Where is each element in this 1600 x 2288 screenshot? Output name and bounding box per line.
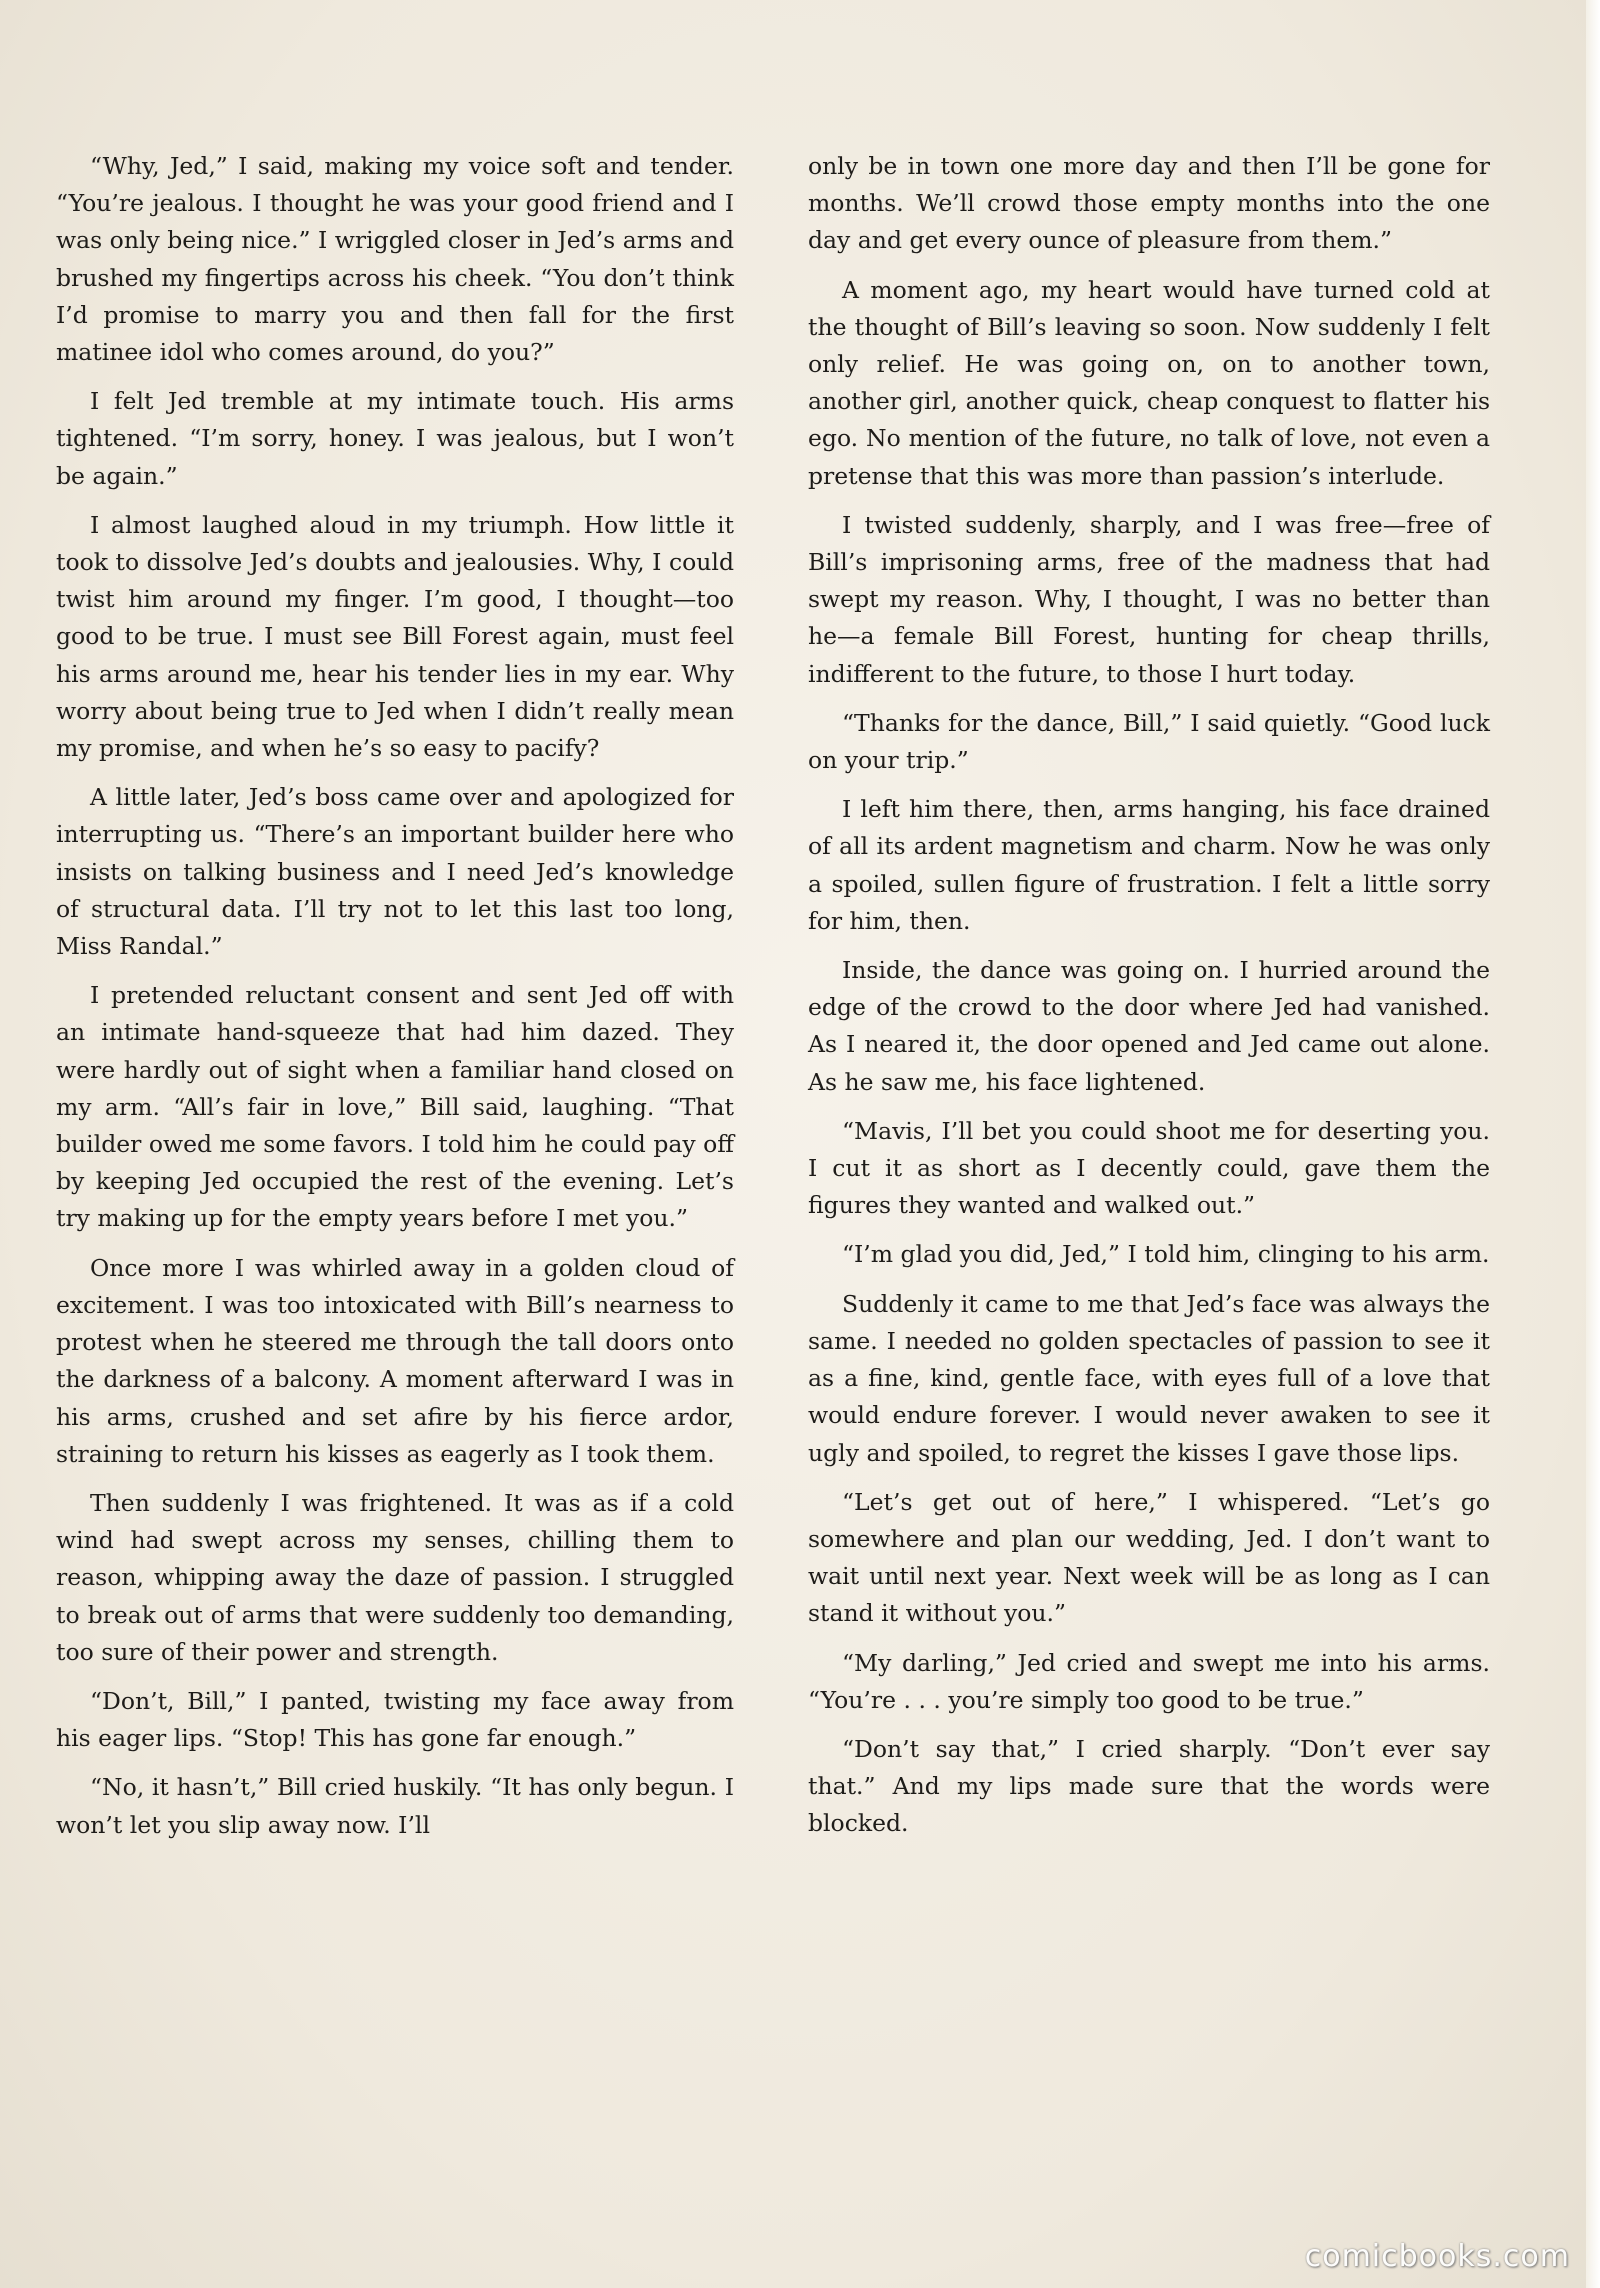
paragraph: “My darling,” Jed cried and swept me into his arms. “You’re . . . you’re simply too good to be true.” — [808, 1648, 1490, 1714]
right-column — [808, 148, 1490, 1855]
paragraph: I pretended reluctant consent and sent Jed off with an intimate hand-squeeze that had him dazed. They were hardly out of sight when a familiar hand closed on my arm. “All’s fair in love,” Bill said, laughing. “That builder owed me some favors. I told him he could pay off by keeping Jed occupied the rest of the evening. Let’s try making up for the empty years before I met you.” — [56, 981, 734, 1233]
paragraph: “Don’t say that,” I cried sharply. “Don’t ever say that.” And my lips made sure that the words were blocked. — [808, 1734, 1490, 1838]
paragraph: “I’m glad you did, Jed,” I told him, clinging to his arm. — [842, 1240, 1490, 1269]
paragraph: I twisted suddenly, sharply, and I was free—free of Bill’s imprisoning arms, free of the madness that had swept my reason. Why, I thought, I was no better than he—a female Bill Forest, hunting for cheap thrills, indifferent to the future, to those I hurt today. — [808, 510, 1490, 688]
paragraph: “Let’s get out of here,” I whispered. “Let’s go somewhere and plan our wedding, Jed. I don’t want to wait until next year. Next week will be as long as I can stand it without you.” — [808, 1487, 1490, 1628]
paragraph: “Thanks for the dance, Bill,” I said quietly. “Good luck on your trip.” — [808, 708, 1490, 775]
paragraph: Once more I was whirled away in a golden cloud of excitement. I was too intoxicated with Bill’s nearness to protest when he steered me through the tall doors onto the darkness of a balcony. A moment afterward I was in his arms, crushed and set afire by his fierce ardor, straining to return his kisses as eagerly as I took them. — [56, 1253, 734, 1468]
page-edge — [1586, 0, 1600, 2288]
paragraph: Suddenly it came to me that Jed’s face was always the same. I needed no golden spectacles of passion to see it as a fine, kind, gentle face, with eyes full of a love that would endure forever. I would never awaken to see it ugly and spoiled, to regret the kisses I gave those lips. — [808, 1289, 1490, 1467]
watermark: comicbooks.com — [1304, 2239, 1570, 2274]
paragraph: “No, it hasn’t,” Bill cried huskily. “It has only begun. I won’t let you slip away now. I’ll — [56, 1773, 734, 1839]
left-column — [56, 148, 734, 1856]
paragraph: I felt Jed tremble at my intimate touch. His arms tightened. “I’m sorry, honey. I was jealous, but I won’t be again.” — [56, 387, 734, 490]
paragraph: “Don’t, Bill,” I panted, twisting my face away from his eager lips. “Stop! This has gone far enough.” — [56, 1686, 734, 1753]
paragraph: “Mavis, I’ll bet you could shoot me for deserting you. I cut it as short as I decently could, gave them the figures they wanted and walked out.” — [808, 1116, 1490, 1220]
paragraph-continued: only be in town one more day and then I’ll be gone for months. We’ll crowd those empty months into the one day and get every ounce of pleasure from them.” — [808, 152, 1490, 255]
paragraph: A little later, Jed’s boss came over and apologized for interrupting us. “There’s an important builder here who insists on talking business and I need Jed’s knowledge of structural data. I’ll try not to let this last too long, Miss Randal.” — [56, 783, 734, 961]
paragraph: I almost laughed aloud in my triumph. How little it took to dissolve Jed’s doubts and jealousies. Why, I could twist him around my finger. I’m good, I thought—too good to be true. I must see Bill Forest again, must feel his arms around me, hear his tender lies in my ear. Why worry about being true to Jed when I didn’t really mean my promise, and when he’s so easy to pacify? — [56, 510, 734, 763]
paragraph: I left him there, then, arms hanging, his face drained of all its ardent magnetism and charm. Now he was only a spoiled, sullen figure of frustration. I felt a little sorry for him, then. — [808, 795, 1490, 935]
paragraph: A moment ago, my heart would have turned cold at the thought of Bill’s leaving so soon. Now suddenly I felt only relief. He was going on, on to another town, another girl, another quick, cheap conquest to flatter his ego. No mention of the future, no talk of love, not even a pretense that this was more than passion’s interlude. — [808, 275, 1490, 490]
paragraph: “Why, Jed,” I said, making my voice soft and tender. “You’re jealous. I thought he was your good friend and I was only being nice.” I wriggled closer in Jed’s arms and brushed my fingertips across his cheek. “You don’t think I’d promise to marry you and then fall for the first matinee idol who comes around, do you?” — [56, 152, 734, 367]
paragraph: Then suddenly I was frightened. It was as if a cold wind had swept across my senses, chilling them to reason, whipping away the daze of passion. I struggled to break out of arms that were suddenly too demanding, too sure of their power and strength. — [56, 1488, 734, 1666]
paragraph: Inside, the dance was going on. I hurried around the edge of the crowd to the door where Jed had vanished. As I neared it, the door opened and Jed came out alone. As he saw me, his face lightened. — [808, 956, 1490, 1096]
